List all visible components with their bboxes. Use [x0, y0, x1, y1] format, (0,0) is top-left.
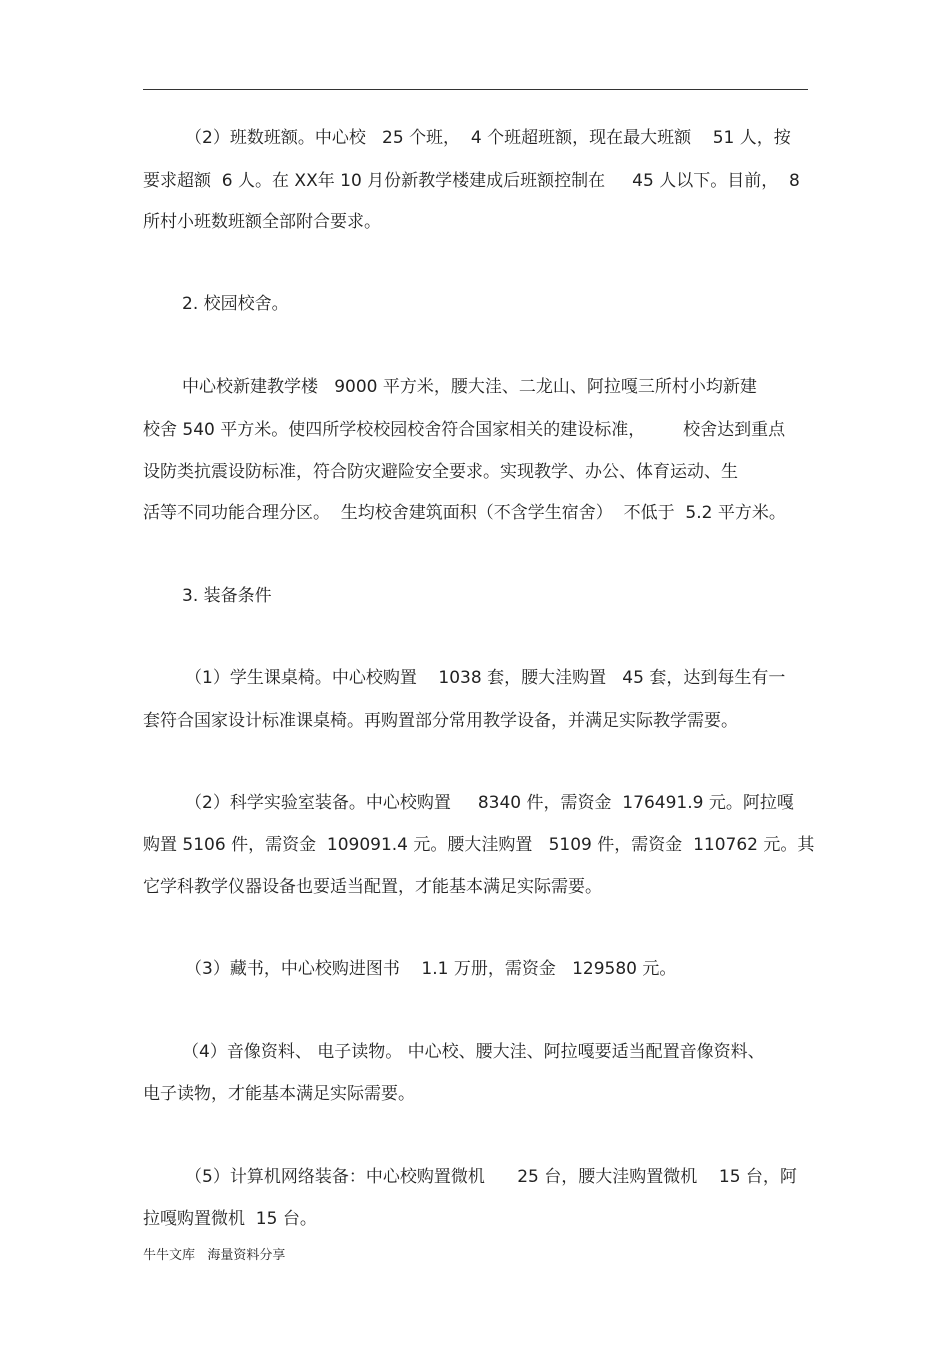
- text-line: （1）学生课桌椅。中心校购置 1038 套，腰大洼购置 45 套，达到每生有一: [185, 668, 786, 688]
- text-line: （5）计算机网络装备：中心校购置微机 25 台，腰大洼购置微机 15 台，阿: [185, 1167, 797, 1187]
- text-line: 拉嘎购置微机 15 台。: [143, 1209, 317, 1229]
- text-line: 套符合国家设计标准课桌椅。再购置部分常用教学设备，并满足实际教学需要。: [143, 711, 738, 731]
- section-heading: 3. 装备条件: [182, 586, 272, 606]
- text-line: 它学科教学仪器设备也要适当配置，才能基本满足实际需要。: [143, 877, 602, 897]
- text-line: 要求超额 6 人。在 XX年 10 月份新教学楼建成后班额控制在 45 人以下。目前， 8: [143, 171, 800, 191]
- text-line: 设防类抗震设防标准，符合防灾避险安全要求。实现教学、办公、体育运动、生: [143, 462, 738, 482]
- header-rule: [143, 89, 808, 90]
- text-line: （2）班数班额。中心校 25 个班， 4 个班超班额，现在最大班额 51 人，按: [185, 128, 791, 148]
- text-line: 购置 5106 件，需资金 109091.4 元。腰大洼购置 5109 件，需资金 110762 元。其: [143, 835, 815, 855]
- text-line: 活等不同功能合理分区。 生均校舍建筑面积（不含学生宿舍） 不低于 5.2 平方米。: [143, 503, 786, 523]
- section-heading: 2. 校园校舍。: [182, 294, 289, 314]
- text-line: （2）科学实验室装备。中心校购置 8340 件，需资金 176491.9 元。阿拉嘎: [185, 793, 794, 813]
- text-line: （4）音像资料、 电子读物。 中心校、腰大洼、阿拉嘎要适当配置音像资料、: [182, 1042, 765, 1062]
- text-line: 所村小班数班额全部附合要求。: [143, 212, 381, 232]
- text-line: （3）藏书，中心校购进图书 1.1 万册，需资金 129580 元。: [185, 959, 677, 979]
- text-line: 电子读物，才能基本满足实际需要。: [143, 1084, 415, 1104]
- footer-text: 牛牛文库 海量资料分享: [143, 1248, 286, 1263]
- text-line: 校舍 540 平方米。使四所学校校园校舍符合国家相关的建设标准， 校舍达到重点: [143, 420, 786, 440]
- text-line: 中心校新建教学楼 9000 平方米，腰大洼、二龙山、阿拉嘎三所村小均新建: [182, 377, 757, 397]
